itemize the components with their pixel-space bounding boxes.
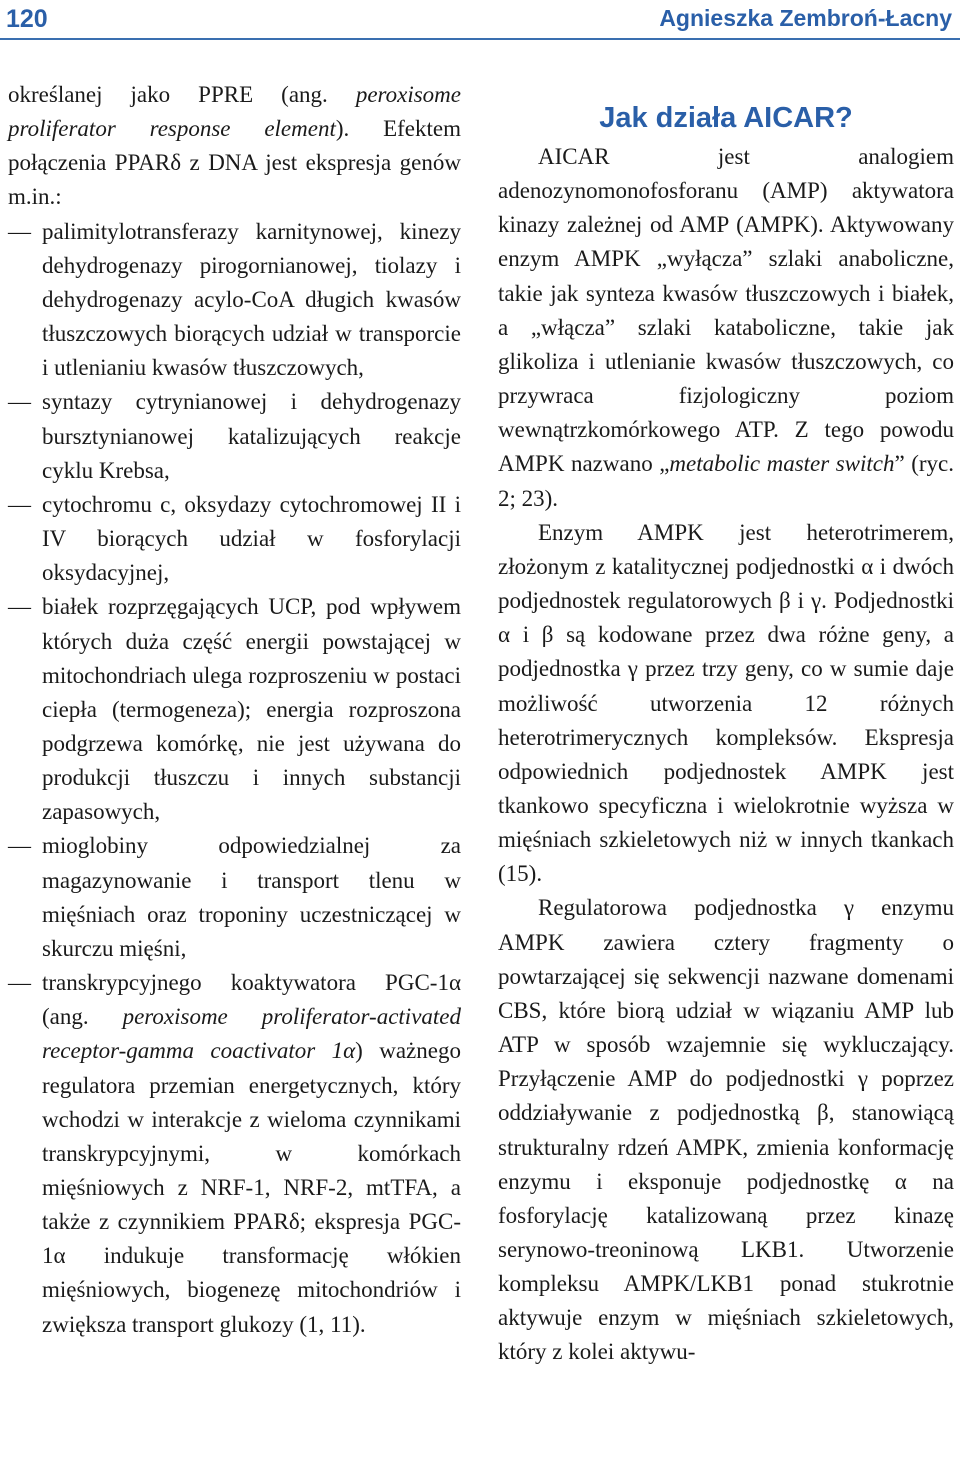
dash-bullet: — bbox=[8, 970, 31, 996]
italic-text: metabolic master switch bbox=[669, 451, 895, 477]
dash-bullet: — bbox=[8, 833, 31, 859]
left-column bbox=[8, 78, 461, 1342]
italic-text: peroxisome proliferator-activated receptor-gamma coactivator 1α bbox=[42, 1004, 461, 1064]
text-segment: transkrypcyjnego koaktywatora PGC-1α (ang. bbox=[42, 970, 461, 1030]
text-segment: Regulatorowa podjednostka γ enzymu AMPK zawiera cztery fragmenty o powtarzającej się sekwencji nazwane domenami CBS, które biorą udział w wiązaniu AMP lub ATP w sposób wzajemnie się wykluczający. Przyłączenie AMP do podjednostki γ poprzez oddziaływanie z podjednostką β, stanowiącą strukturalny rdzeń AMPK, zmienia konformację enzymu i eksponuje podjednostkę α na fosforylację katalizowaną przez kinazę serynowo-treoninową LKB1. Utworzenie kompleksu AMPK/LKB1 ponad stukrotnie aktywuje enzym w mięśniach szkieletowych, który z kolei aktywu- bbox=[498, 895, 954, 1365]
text-segment: syntazy cytrynianowej i dehydrogenazy bursztynianowej katalizujących reakcje cyklu Krebsa, bbox=[42, 389, 461, 483]
body-paragraph bbox=[498, 516, 954, 892]
text-segment: mioglobiny odpowiedzialnej za magazynowanie i transport tlenu w mięśniach oraz troponiny uczestniczącej w skurczu mięśni, bbox=[42, 833, 461, 961]
page-header bbox=[0, 0, 960, 40]
list-item bbox=[8, 488, 461, 590]
right-paragraphs bbox=[498, 140, 954, 1370]
dash-bullet: — bbox=[8, 594, 31, 620]
text-segment: AICAR jest analogiem adenozynomonofosforanu (AMP) aktywatora kinazy zależnej od AMP (AMPK). Aktywowany enzym AMPK „wyłącza” szlaki anaboliczne, takie jak synteza kwasów tłuszczowych i białek, a „włącza” szlaki kataboliczne, takie jak glikoliza i utlenianie kwasów tłuszczowych, co przywraca fizjologiczny poziom wewnątrzkomórkowego ATP. Z tego powodu AMPK nazwano „ bbox=[498, 144, 954, 477]
dash-bullet: — bbox=[8, 218, 31, 244]
section-heading: Jak działa AICAR? bbox=[599, 102, 853, 134]
text-segment: cytochromu c, oksydazy cytochromowej II i IV biorących udział w fosforylacji oksydacyjnej, bbox=[42, 491, 461, 586]
text-segment: ). Efektem połączenia PPARδ z DNA jest ekspresja genów m.in.: bbox=[8, 116, 461, 210]
list-item bbox=[8, 829, 461, 966]
list-item bbox=[8, 590, 461, 829]
dash-bullet: — bbox=[8, 389, 31, 415]
list-item bbox=[8, 966, 461, 1342]
intro-paragraph bbox=[8, 78, 461, 215]
list-item bbox=[8, 215, 461, 386]
page-number: 120 bbox=[6, 5, 48, 33]
text-segment: palimitylotransferazy karnitynowej, kinezy dehydrogenazy pirogornianowej, tiolazy i dehydrogenazy acylo-CoA długich kwasów tłuszczowych biorących udział w transporcie i utlenianiu kwasów tłuszczowych, bbox=[42, 218, 461, 381]
body-paragraph bbox=[498, 140, 954, 516]
text-segment: ) ważnego regulatora przemian energetycznych, który wchodzi w interakcje z wieloma czynnikami transkrypcyjnymi, w komórkach mięśniowych z NRF-1, NRF-2, mtTFA, a także z czynnikiem PPARδ; ekspresja PGC-1α indukuje transformację włókien mięśniowych, biogenezę mitochondriów i zwiększa transport glukozy (1, 11). bbox=[42, 1038, 461, 1337]
body-paragraph bbox=[498, 891, 954, 1369]
text-segment: Enzym AMPK jest heterotrimerem, złożonym z katalitycznej podjednostki α i dwóch podjednostek regulatorowych β i γ. Podjednostki α i β są kodowane przez dwa różne geny, a podjednostka γ przez trzy geny, co w sumie daje możliwość utworzenia 12 różnych heterotrimerycznych kompleksów. Ekspresja odpowiednich podjednostek AMPK jest tkankowo specyficzna i wielokrotnie wyższa w mięśniach szkieletowych niż w innych tkankach (15). bbox=[498, 519, 954, 887]
text-segment: białek rozprzęgających UCP, pod wpływem których duża część energii powstającej w mitochondriach ulega rozproszeniu w postaci ciepła (termogeneza); energia rozproszona podgrzewa komórkę, nie jest używana do produkcji tłuszczu i innych substancji zapasowych, bbox=[42, 594, 461, 825]
right-column bbox=[498, 98, 954, 1370]
list-item bbox=[8, 385, 461, 487]
dash-bullet: — bbox=[8, 491, 31, 517]
text-segment: ” (ryc. 2; 23). bbox=[498, 451, 954, 511]
text-segment: określanej jako PPRE (ang. bbox=[8, 82, 356, 107]
running-head-author: Agnieszka Zembroń-Łacny bbox=[659, 5, 952, 31]
italic-text: peroxisome proliferator response element bbox=[8, 82, 461, 142]
gene-list bbox=[8, 215, 461, 1342]
